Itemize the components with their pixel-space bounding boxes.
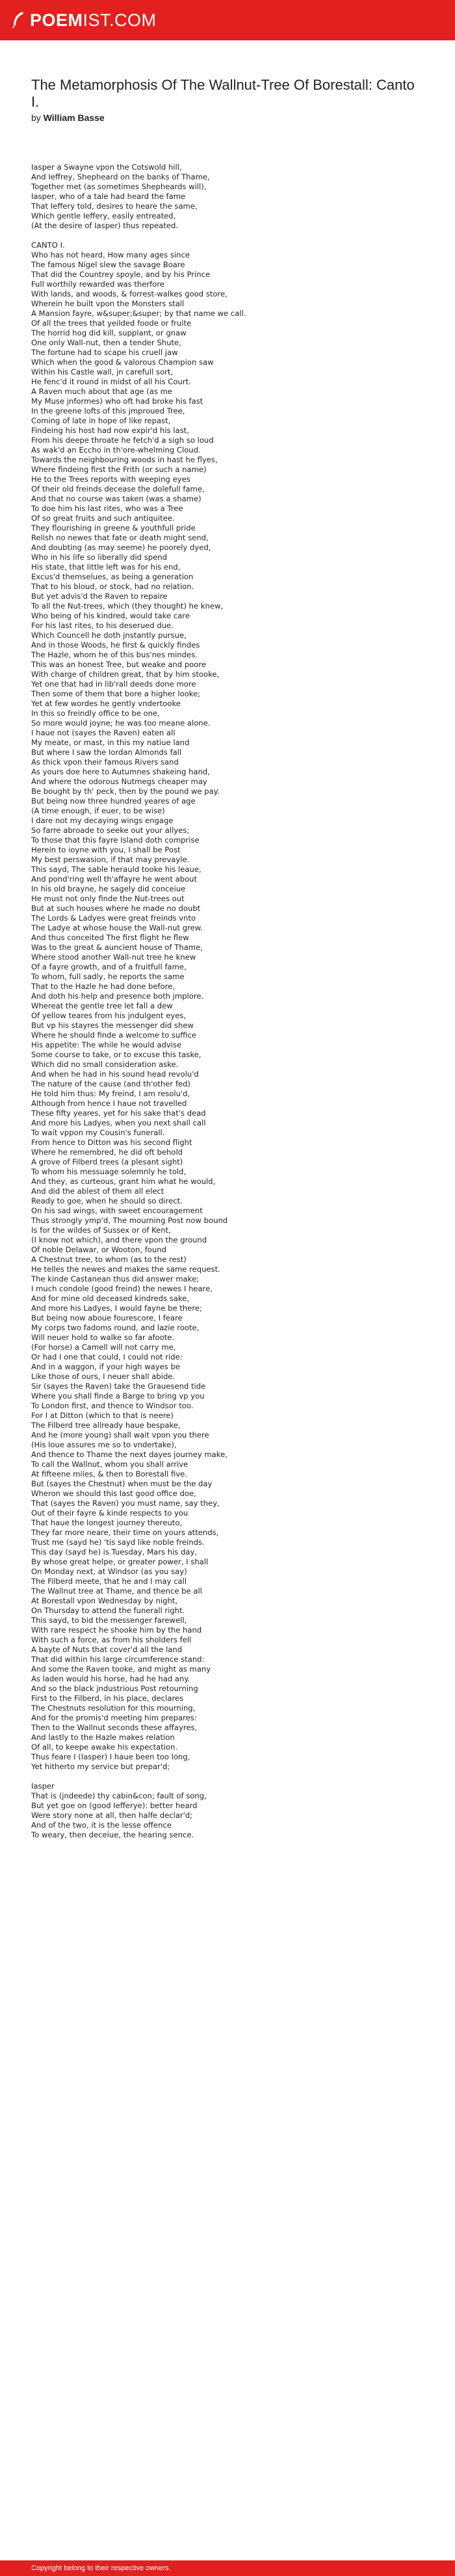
logo-text (30, 9, 157, 31)
top-bar (0, 0, 455, 40)
poem-line: Wheron we should this last good office doe, (31, 1489, 196, 1498)
poem-line: And of the two, it is the lesse offence (31, 1820, 172, 1830)
poem-line: Although from hence I haue not travelled (31, 1099, 187, 1108)
poem-line: He told him thus: My freind, I am resolu'd, (31, 1089, 190, 1098)
poem-line: First to the Filberd, in his place, declares (31, 1694, 184, 1703)
poem-line: To call the Wallnut, whom you shall arrive (31, 1460, 188, 1469)
poem-line: Towards the neighbouring woods in hast he flyes, (31, 455, 218, 464)
copyright-text: Copyright belong to their respective owners. (31, 2564, 171, 2572)
poem-line: Yet hitherto my service but prepar'd; (31, 1762, 170, 1771)
footer-bar (0, 2560, 455, 2576)
poem-line: Coming of late in hope of like repast, (31, 416, 171, 425)
poem-stanza (31, 1781, 421, 1840)
poem-line: At Borestall vpon Wednesday by night, (31, 1596, 178, 1605)
poem-line: And where the odorous Nutmegs cheaper may (31, 777, 207, 786)
poem-line: Out of their fayre & kinde respects to you (31, 1508, 188, 1518)
poem-line: Then to the Wallnut seconds these affayres, (31, 1723, 198, 1732)
byline-prefix: by (31, 112, 41, 123)
poem-line: Or had I one that could, I could not ride: (31, 1352, 183, 1361)
poem-line: A Chestnut tree, to whom (as to the rest) (31, 1255, 187, 1264)
poem-line: Is for the wildes of Sussex or of Kent, (31, 1226, 171, 1235)
poem-line: The Hazle, whom he of this bus'nes mindes. (31, 650, 198, 659)
poem-line: My best perswasion, if that may prevayle. (31, 855, 190, 864)
poem-line: And Ieffrey, Shepheard on the banks of Thame, (31, 172, 210, 181)
poem-line: Ready to goe, when he should so direct. (31, 1196, 183, 1205)
poem-line: And he (more young) shall wait vpon you there (31, 1430, 209, 1439)
poem-line: My Muse jnformes) who oft had broke his fast (31, 397, 203, 406)
poem-line: Of so great fruits and such antiquitee. (31, 514, 175, 523)
poem-line: And thus conceited The first flight he flew (31, 933, 189, 942)
poem-line: Of their old freinds decease the dolefull fame, (31, 484, 205, 493)
poem-line: As yours doe here to Autumnes shakeing hand, (31, 767, 210, 776)
poem-line: Where you shall finde a Barge to bring vp you (31, 1391, 205, 1400)
poem-line: He to the Trees reports with weeping eyes (31, 475, 190, 484)
poem-line: The fortune had to scape his cruell jaw (31, 348, 178, 357)
poem-line: This sayd, to bid the messenger farewell, (31, 1616, 187, 1625)
poem-line: (His loue assures me so to vndertake), (31, 1440, 177, 1449)
poem-line: The horrid hog did kill, supplant, or gnaw (31, 328, 187, 337)
poem-line: As wak'd an Eccho in th'ore-whelming Cloud. (31, 445, 201, 454)
byline (31, 112, 421, 124)
poem-line: Iasper (31, 1781, 55, 1791)
poem-line: And did the ablest of them all elect (31, 1187, 164, 1196)
poem-line: Together met (as sometimes Shepheards will), (31, 182, 207, 191)
poem-line: Will neuer hold to walke so far afoote. (31, 1333, 175, 1342)
poem-line: Where he remembred, he did oft behold (31, 1148, 183, 1157)
poem-line: Where findeing first the Frith (or such a name) (31, 465, 207, 474)
poem-line: And so the black jndustrious Post retourning (31, 1684, 198, 1693)
poem-line: I haue not (sayes the Raven) eaten all (31, 728, 176, 737)
poem-line: But vp his stayres the messenger did shew (31, 1021, 194, 1030)
poem-line: To all the Nut-trees, which (they thought) he knew, (31, 601, 224, 611)
poem-line: That Ieffery told, desires to heare the same, (31, 202, 198, 211)
poem-line: I dare not my decaying wings engage (31, 816, 174, 825)
poem-line: And more his Ladyes, I would fayne be there; (31, 1304, 202, 1313)
poem-line: The Filberd meete, that he and I may call (31, 1577, 187, 1586)
poem-line: And pond'ring well th'affayre he went about (31, 874, 198, 884)
poem-line: Be bought by th' peck, then by the pound we pay. (31, 787, 220, 796)
poem-line: This sayd, The sable herauld tooke his leaue, (31, 865, 202, 874)
poem-line: Where he should finde a welcome to suffice (31, 1031, 196, 1040)
poem-line: Yet one that had in lib'rall deeds done more (31, 679, 196, 689)
poem-line: So farre abroade to seeke out your allyes; (31, 826, 190, 835)
poem-line: Where stood another Wall-nut tree he knew (31, 953, 196, 962)
poem-line: A grove of Filberd trees (a plesant sight) (31, 1157, 183, 1166)
poem-line: To doe him his last rites, who was a Tree (31, 504, 183, 513)
poem-line: They far more neare, their time on yours attends, (31, 1528, 219, 1537)
poem-line: And in a waggon, if your high wayes be (31, 1362, 180, 1371)
poem-line: (I know not which), and there vpon the ground (31, 1235, 207, 1244)
poem-line: Of all, to keepe awake his expectation. (31, 1742, 178, 1752)
logo-text-bold: POEM (30, 10, 83, 30)
poem-line: Some course to take, or to excuse this taske, (31, 1050, 202, 1059)
poem-line: Whereat the gentle tree let fall a dew (31, 1001, 173, 1010)
poem-line: Like those of ours, I neuer shall abide. (31, 1372, 176, 1381)
poem-line: That did within his large circumference stand: (31, 1655, 205, 1664)
poem-line: Then some of them that bore a higher looke; (31, 689, 201, 698)
poem-line: Full worthily rewarded was therfore (31, 280, 164, 289)
poem-stanza (31, 241, 421, 1772)
poem-line: CANTO I. (31, 241, 65, 250)
poem-line: Yet at few wordes he gently vndertooke (31, 699, 181, 708)
poem-line: The Ladye at whose house the Wall-nut grew. (31, 923, 203, 932)
poem-line: The famous Nigel slew the savage Boare (31, 260, 185, 269)
poem-line: In his old brayne, he sagely did conceiue (31, 884, 186, 893)
poem-line: My corps two fadoms round, and lazie roote, (31, 1323, 200, 1332)
poem-line: As laden would his horse, had he had any. (31, 1674, 190, 1683)
poem-line: That is (jndeede) thy cabin&con; fault of song, (31, 1791, 207, 1800)
poem-line: (For horse) a Camell will not carry me, (31, 1343, 176, 1352)
poem-title: The Metamorphosis Of The Wallnut-Tree Of Borestall: Canto I. (31, 77, 415, 110)
poem-line: Who has not heard, How many ages since (31, 250, 190, 259)
poem-line: On his sad wings, with sweet encouragement (31, 1206, 203, 1215)
poem-line: On Monday next, at Windsor (as you say) (31, 1567, 187, 1576)
poem-line: Who being of his kindred, would take care (31, 611, 190, 620)
poem-line: (At the desire of Iasper) thus repeated. (31, 221, 179, 230)
poem-line: Who in his life so liberally did spend (31, 553, 167, 562)
poem-line: With rare respect he shooke him by the hand (31, 1625, 202, 1635)
poem-line: But yet goe on (good Iefferye): better heard (31, 1801, 198, 1810)
poem-line: Of a fayre growth, and of a fruitfull fame, (31, 962, 187, 971)
poem-line: Iasper a Swayne vpon the Cotswold hill, (31, 163, 182, 172)
poem-line: To whom, full sadly, he reports the same (31, 972, 185, 981)
poem-line: His state, that little left was for his end, (31, 562, 181, 572)
poem-line: To those that this fayre Island doth comprise (31, 835, 200, 845)
poem-line: This was an honest Tree, but weake and poore (31, 660, 207, 669)
poem-line: In this so freindly office to be one, (31, 709, 160, 718)
poem-line: In the greene lofts of this jmproued Tree, (31, 406, 185, 415)
poem-line: With such a force, as from his sholders fell (31, 1635, 192, 1644)
poem-line: Herein to ioyne with you, I shall be Post (31, 845, 181, 854)
poem-line: That (sayes the Raven) you must name, say they, (31, 1499, 220, 1508)
poem-line: The Lords & Ladyes were great freinds vnto (31, 913, 196, 923)
poem-line: With charge of children great, that by him stooke, (31, 670, 220, 679)
poem-line: And doth his help and presence both jmplore. (31, 992, 204, 1001)
poem-line: Which when the good & valorous Champion saw (31, 358, 214, 367)
poem-line: Wherein he built vpon the Monsters stall (31, 299, 185, 308)
poem-line: By whose great helpe, or greater power, I shall (31, 1557, 209, 1566)
poem-stanza (31, 163, 421, 231)
poem-line: One only Wall-nut, then a tender Shute, (31, 338, 181, 347)
poem-line: A Raven much about that age (as me (31, 387, 173, 396)
poem-line: I much condole (good freind) the newes I heare, (31, 1284, 213, 1293)
quill-icon (12, 11, 26, 29)
poem-line: Which did no small consideration aske. (31, 1060, 179, 1069)
poem-line: For I at Ditton (which to that is neere) (31, 1411, 174, 1420)
poem-line: And some the Raven tooke, and might as many (31, 1664, 211, 1674)
poem-line: Within his Castle wall, jn carefull sort, (31, 367, 174, 376)
poem-line: And in those Woods, he first & quickly findes (31, 640, 200, 650)
poem-line: (A time enough, if euer, to be wise) (31, 806, 165, 815)
site-logo[interactable] (12, 9, 157, 31)
poem-line: He telles the newes and makes the same request. (31, 1265, 220, 1274)
logo-text-regular: IST.COM (83, 10, 157, 30)
poem-line: The Wallnut tree at Thame, and thence be all (31, 1586, 202, 1596)
poem-line: That haue the longest journey thereuto, (31, 1518, 183, 1527)
poem-line: And when he had in his sound head revolu'd (31, 1070, 199, 1079)
poem-line: And lastly to the Hazle makes relation (31, 1733, 175, 1742)
poem-line: From his deepe throate he fetch'd a sigh so loud (31, 436, 214, 445)
poem-line: My meate, or mast, in this my natiue land (31, 738, 190, 747)
poem-line: But being now aboue fourescore, I feare (31, 1313, 183, 1322)
poem-line: Sir (sayes the Raven) take the Grauesend tide (31, 1382, 206, 1391)
poem-line: So more would joyne; he was too meane alone. (31, 718, 211, 728)
poem-line: That to his bloud, or stock, had no relation. (31, 582, 194, 591)
poem-line: But being now three hundred yeares of age (31, 796, 196, 806)
poem-line: Relish no newes that fate or death might send, (31, 533, 209, 542)
poem-line: The Filberd tree allready haue bespake, (31, 1421, 181, 1430)
poem-line: These fifty yeares, yet for his sake that's dead (31, 1109, 206, 1118)
poem-line: He fenc'd it round in midst of all his Court. (31, 377, 191, 386)
author-link[interactable]: William Basse (43, 112, 105, 123)
poem-line: A bayte of Nuts that cover'd all the land (31, 1645, 183, 1654)
poem-line: The nature of the cause (and th'other fed) (31, 1079, 190, 1088)
poem-line: On Thursday to attend the funerall right. (31, 1606, 185, 1615)
poem-line: Of noble Delawar, or Wooton, found (31, 1245, 166, 1254)
poem-line: Which Councell he doth jnstantly pursue, (31, 631, 187, 640)
poem-line: Of yellow teares from his jndulgent eyes, (31, 1011, 187, 1020)
poem-line: But yet advis'd the Raven to repaire (31, 592, 168, 601)
poem-line: As thick vpon their famous Rivers sand (31, 757, 179, 767)
poem-line: And more his Ladyes, when you next shall call (31, 1118, 206, 1127)
poem-line: To whom his messuage solemnly he told, (31, 1167, 187, 1176)
poem-line: To wait vppon my Cousin's funerall. (31, 1128, 165, 1137)
poem-line: And for the promis'd meeting him prepares: (31, 1713, 197, 1722)
poem-line: Findeing his host had now expir'd his last, (31, 426, 189, 435)
poem-line: And doubting (as may seeme) he poorely dyed, (31, 543, 211, 552)
poem-line: Thus feare I (Iasper) I haue been too long, (31, 1752, 190, 1761)
poem-line: And they, as curteous, grant him what he would, (31, 1177, 216, 1186)
poem-line: With lands, and woods, & forrest-walkes good store, (31, 289, 228, 298)
poem-body (31, 163, 421, 1850)
poem-line: For his last rites, to his deserued due. (31, 621, 174, 630)
poem-line: They flourishing in greene & youthfull pride (31, 523, 196, 532)
poem-line: Iasper, who of a tale had heard the fame (31, 192, 186, 201)
poem-line: Trust me (sayd he) 'tis sayd like noble freinds. (31, 1538, 205, 1547)
poem-line: To London first, and thence to Windsor too. (31, 1401, 194, 1410)
poem-line: The Chestnuts resolution for this mourning, (31, 1703, 196, 1713)
poem-line: This day (sayd he) is Tuesday, Mars his day, (31, 1547, 198, 1557)
poem-line: That did the Countrey spoyle, and by his Prince (31, 270, 211, 279)
poem-line: Which gentle Ieffery, easily entreated, (31, 211, 176, 220)
poem-line: From hence to Ditton was his second flight (31, 1138, 192, 1147)
poem-line: That to the Hazle he had done before, (31, 982, 176, 991)
poem-line: Was to the great & auncient house of Thame, (31, 943, 203, 952)
poem-line: But at such houses where he made no doubt (31, 904, 201, 913)
poem-header (31, 77, 421, 124)
poem-line: And for mine old deceased kindreds sake, (31, 1294, 189, 1303)
poem-line: But (sayes the Chestnut) when must be the day (31, 1479, 213, 1488)
poem-line: A Mansion fayre, w&super;&super; by that name we call. (31, 309, 246, 318)
poem-line: Thus strongly ymp'd, The mourning Post now bound (31, 1216, 228, 1225)
poem-line: But where I saw the Iordan Almonds fall (31, 748, 182, 757)
poem-line: His appetite: The while he would advise (31, 1040, 182, 1049)
poem-line: Excus'd themselues, as being a generation (31, 572, 194, 581)
poem-line: Of all the trees that yeilded foode or fruite (31, 319, 192, 328)
poem-line: The kinde Castanean thus did answer make; (31, 1274, 200, 1283)
poem-line: To weary, then deceiue, the hearing sence. (31, 1830, 194, 1839)
poem-line: Were story none at all, then halfe declar'd; (31, 1811, 193, 1820)
poem-line: And thence to Thame the next dayes journey make, (31, 1450, 228, 1459)
poem-line: And that no course was taken (was a shame) (31, 494, 202, 503)
poem-line: He must not only finde the Nut-trees out (31, 894, 185, 903)
poem-line: At fifteene miles, & then to Borestall five. (31, 1469, 187, 1479)
